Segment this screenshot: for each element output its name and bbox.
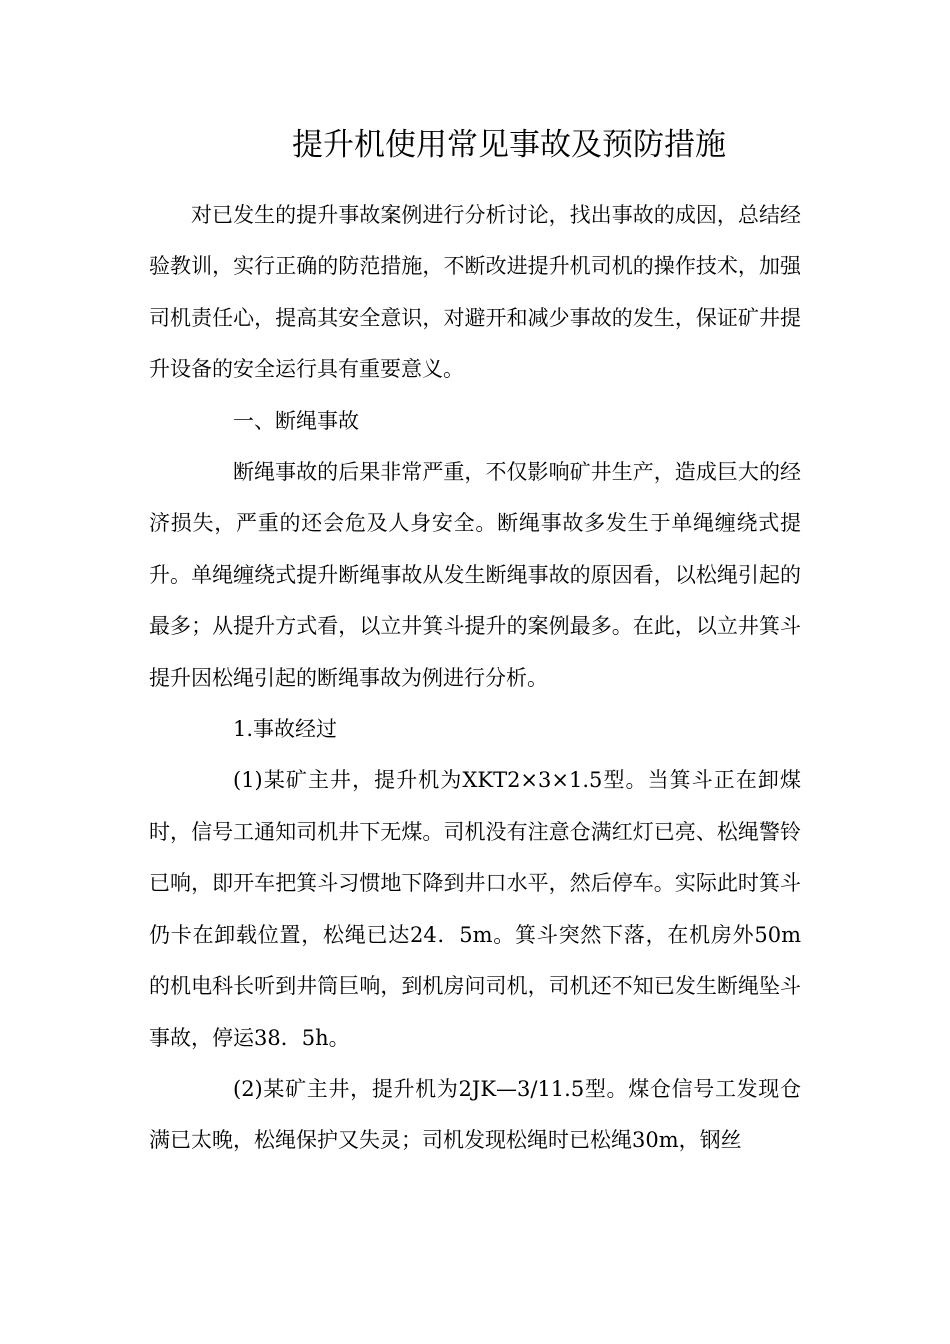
case-1-paragraph: (1)某矿主井，提升机为XKT2×3×1.5型。当箕斗正在卸煤时，信号工通知司机井下无煤。司机没有注意仓满红灯已亮、松绳警铃已响，即开车把箕斗习惯地下降到井口水平，然后停车。实际此时箕斗仍卡在卸载位置，松绳已达24．5m。箕斗突然下落，在机房外50m的机电科长听到井筒巨响，到机房问司机，司机还不知已发生断绳坠斗事故，停运38．5h。 — [149, 768, 801, 1050]
rope-break-paragraph: 断绳事故的后果非常严重，不仅影响矿井生产，造成巨大的经济损失，严重的还会危及人身安全。断绳事故多发生于单绳缠绕式提升。单绳缠绕式提升断绳事故从发生断绳事故的原因看，以松绳引起的最多；从提升方式看，以立井箕斗提升的案例最多。在此，以立井箕斗提升因松绳引起的断绳事故为例进行分析。 — [149, 460, 801, 690]
intro-paragraph: 对已发生的提升事故案例进行分析讨论，找出事故的成因，总结经验教训，实行正确的防范措施，不断改进提升机司机的操作技术，加强司机责任心，提高其安全意识，对避开和减少事故的发生，保证矿井提升设备的安全运行具有重要意义。 — [149, 203, 801, 382]
document-title: 提升机使用常见事故及预防措施 — [292, 127, 726, 163]
document-body — [149, 190, 801, 1167]
subsection-heading-accident-process: 1.事故经过 — [233, 717, 338, 742]
section-heading-rope-break: 一、断绳事故 — [233, 408, 359, 433]
case-2-paragraph: (2)某矿主井，提升机为2JK—3/11.5型。煤仓信号工发现仓满已太晚，松绳保护又失灵；司机发现松绳时已松绳30m，钢丝 — [149, 1076, 801, 1153]
